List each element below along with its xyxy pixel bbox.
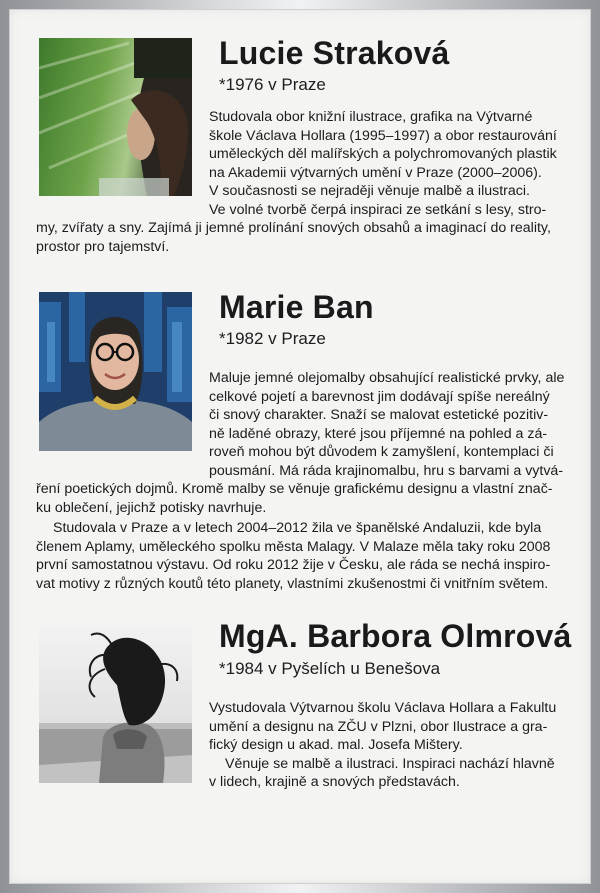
artist-photo-barbora — [39, 625, 192, 783]
artist-photo-marie — [39, 292, 192, 451]
artist-photo-lucie — [39, 38, 192, 196]
bio-line: pousmání. Má ráda krajinomalbu, hru s barvami a vytvá- — [209, 463, 564, 479]
bio-line: Ve volné tvorbě čerpá inspiraci ze setkání s lesy, stro- — [209, 202, 547, 218]
artist-birth: *1976 v Praze — [219, 75, 326, 94]
bio-line: ně laděné obrazy, které jsou příjemné na pohled a zá- — [209, 426, 548, 442]
artist-name: Lucie Straková — [219, 35, 450, 71]
bio-line: na Akademii výtvarných umění v Praze (2000–2006). — [209, 165, 542, 181]
bio-line: prostor pro tajemství. — [36, 239, 170, 255]
artist-name: MgA. Barbora Olmrová — [219, 618, 572, 654]
bio-line: fický design u akad. mal. Josefa Mištery. — [209, 737, 463, 753]
artist-birth: *1984 v Pyšelích u Benešova — [219, 659, 441, 678]
bio-line: celkové pojetí a barevnost jim dodávají spíše nereálný — [209, 389, 550, 405]
bio-line: ku oblečení, jejichž potisky navrhuje. — [36, 500, 267, 516]
bio-line: roveň mohou být důvodem k zamyšlení, kontemplaci či — [209, 444, 554, 460]
bio-line: V současnosti se nejraději věnuje malbě a ilustraci. — [209, 183, 530, 199]
bio-line: Věnuje se malbě a ilustraci. Inspiraci nachází hlavně — [225, 756, 555, 772]
bio-line: či snový charakter. Snaží se malovat estetické pozitiv- — [209, 407, 549, 423]
bio-line: první samostatnou výstavu. Od roku 2012 žije v Česku, ale ráda se nechá inspiro- — [36, 557, 551, 573]
exhibition-poster — [9, 9, 591, 884]
artist-name: Marie Ban — [219, 289, 374, 325]
bio-line: v lidech, krajině a snových představách. — [209, 774, 460, 790]
bio-line: Studovala obor knižní ilustrace, grafika na Výtvarné — [209, 109, 533, 125]
bio-line: ření poetických dojmů. Kromě malby se věnuje grafickému designu a vlastní znač- — [36, 481, 553, 497]
bio-line: členem Aplamy, uměleckého spolku města Malagy. V Malaze měla taky roku 2008 — [36, 539, 551, 555]
artist-birth: *1982 v Praze — [219, 329, 326, 348]
bio-line: my, zvířaty a sny. Zajímá ji jemné prolínání snových obsahů a imaginací do reality, — [36, 220, 551, 236]
bio-line: vat motivy z různých koutů této planety, vlastními zkušenostmi či vnitřním světem. — [36, 576, 549, 592]
bio-line: Maluje jemné olejomalby obsahující realistické prvky, ale — [209, 370, 565, 386]
bio-line: umění a designu na ZČU v Plzni, obor Ilustrace a gra- — [209, 719, 548, 735]
bio-line: škole Václava Hollara (1995–1997) a obor restaurování — [209, 128, 557, 144]
bio-line: uměleckých děl malířských a polychromovaných plastik — [209, 146, 557, 162]
bio-line: Vystudovala Výtvarnou školu Václava Hollara a Fakultu — [209, 700, 557, 716]
bio-line: Studovala v Praze a v letech 2004–2012 žila ve španělské Andaluzii, kde byla — [53, 520, 542, 536]
